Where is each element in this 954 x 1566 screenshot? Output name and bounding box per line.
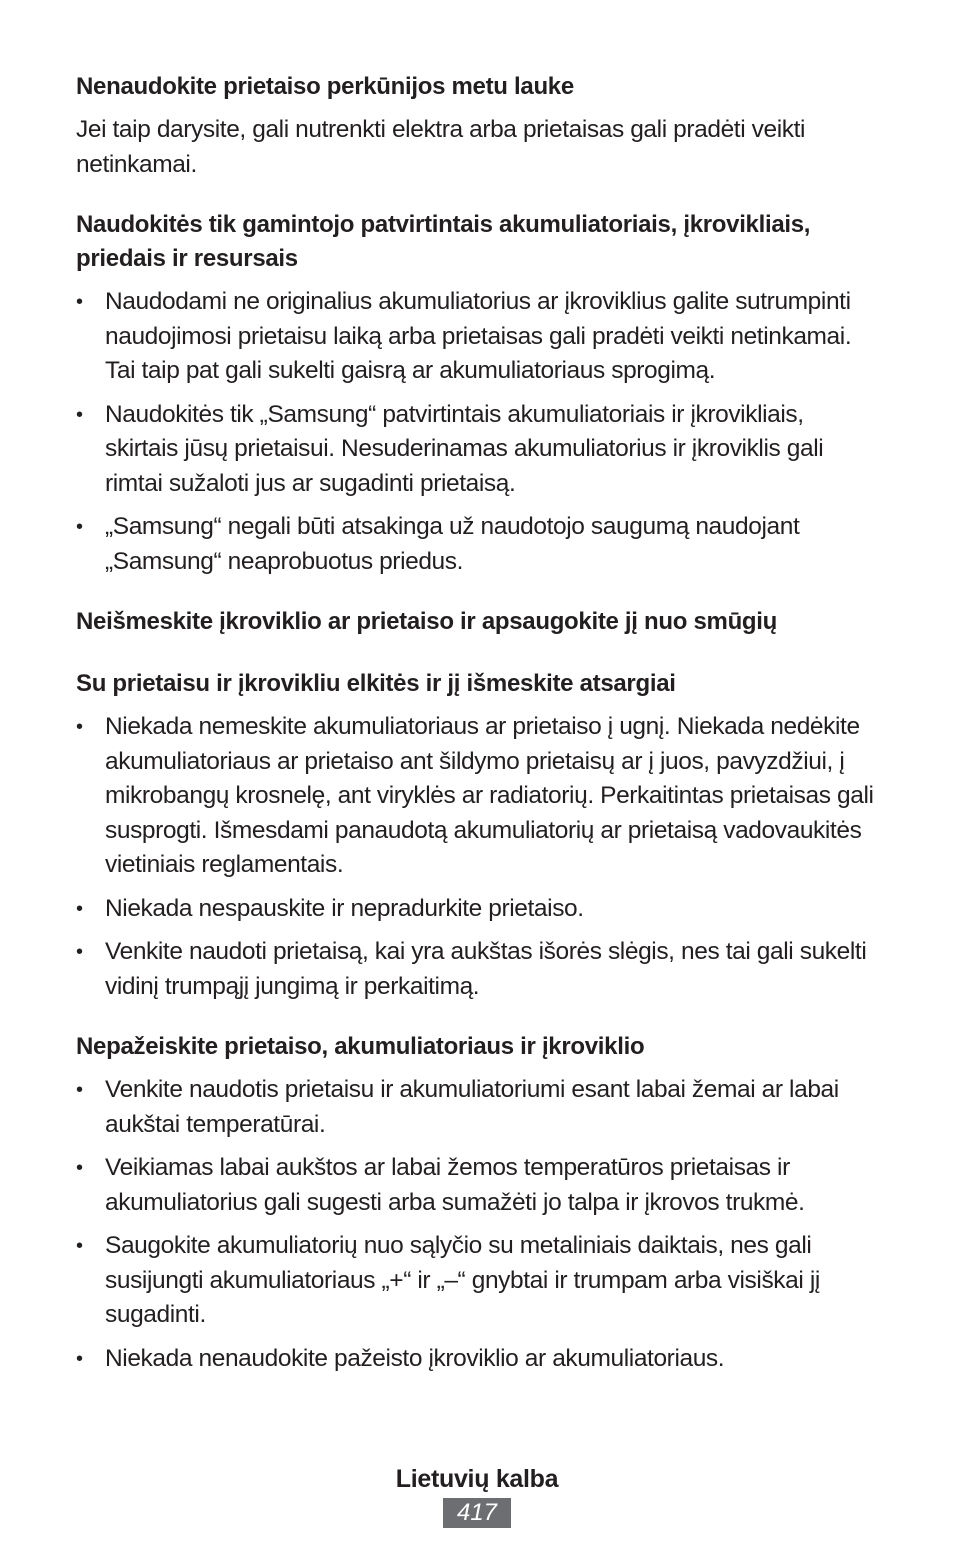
section-heading: Su prietaisu ir įkrovikliu elkitės ir jį išmeskite atsargiai (76, 670, 676, 697)
bullet-icon: • (76, 516, 83, 538)
list-item-text: Niekada nemeskite akumuliatoriaus ar prietaiso į ugnį. Niekada nedėkite akumuliatoriaus ar prietaiso ant šildymo prietaisų ar į juos, pavyzdžiui, į mikrobangų krosnelę, ant viryklės ar radiatorių. Perkaitintas prietaisas gali susprogti. Išmesdami panaudotą akumuliatorių ar prietaisą vadovaukitės vietiniais reglamentais. (105, 713, 874, 878)
list-item-text: Venkite naudotis prietaisu ir akumuliatoriumi esant labai žemai ar labai aukštai temperatūrai. (105, 1076, 839, 1138)
bullet-list (76, 710, 876, 1004)
bullet-icon: • (76, 403, 83, 426)
list-item-text: Naudokitės tik „Samsung“ patvirtintais akumuliatoriais ir įkrovikliais, skirtais jūsų prietaisui. Nesuderinamas akumuliatorius ir įkroviklis gali rimtai sužaloti jus ar sugadinti prietaisą. (105, 400, 824, 497)
list-item-text: Naudodami ne originalius akumuliatorius ar įkroviklius galite sutrumpinti naudojimosi prietaisu laiką arba prietaisas gali pradėti veikti netinkamai. Tai taip pat gali sukelti gaisrą ar akumuliatoriaus sprogimą. (105, 288, 852, 384)
bullet-list (76, 285, 876, 579)
section-heading: Nenaudokite prietaiso perkūnijos metu lauke (76, 73, 574, 100)
list-item-text: Niekada nespauskite ir nepradurkite prietaiso. (105, 894, 584, 922)
list-item (76, 510, 876, 579)
section-heading: Neišmeskite įkroviklio ar prietaiso ir apsaugokite jį nuo smūgių (76, 608, 778, 635)
list-item (76, 892, 876, 927)
bullet-icon: • (76, 291, 83, 313)
bullet-icon: • (76, 897, 83, 920)
section-handle-dispose (76, 667, 876, 1004)
section-approved-accessories (76, 208, 876, 579)
section-drop-protection (76, 605, 876, 639)
list-item-text: Venkite naudoti prietaisą, kai yra aukštas išorės slėgis, nes tai gali sukelti vidinį trumpąjį jungimą ir perkaitimą. (105, 938, 867, 1000)
section-thunderstorm (76, 70, 876, 182)
bullet-icon: • (76, 1157, 83, 1179)
list-item-text: Niekada nenaudokite pažeisto įkroviklio ar akumuliatoriaus. (105, 1344, 725, 1372)
list-item (76, 1073, 876, 1142)
list-item (76, 285, 876, 389)
footer-language: Lietuvių kalba (395, 1465, 559, 1493)
list-item (76, 398, 876, 502)
list-item (76, 1151, 876, 1220)
bullet-icon: • (76, 716, 83, 738)
bullet-icon: • (76, 1079, 83, 1101)
bullet-icon: • (76, 1235, 83, 1257)
list-item-text: Veikiamas labai aukštos ar labai žemos temperatūros prietaisas ir akumuliatorius gali sugesti arba sumažėti jo talpa ir įkrovos trukmė. (105, 1154, 805, 1216)
bullet-icon: • (76, 941, 83, 963)
page-number-badge: 417 (443, 1498, 511, 1528)
section-do-not-damage (76, 1030, 876, 1376)
page-footer (0, 1462, 954, 1528)
list-item-text: „Samsung“ negali būti atsakinga už naudotojo saugumą naudojant „Samsung“ neaprobuotus priedus. (105, 513, 800, 575)
section-heading: Nepažeiskite prietaiso, akumuliatoriaus ir įkroviklio (76, 1033, 645, 1060)
list-item (76, 710, 876, 883)
document-body (76, 70, 876, 1402)
section-paragraph: Jei taip darysite, gali nutrenkti elektra arba prietaisas gali pradėti veikti netinkamai. (76, 116, 806, 178)
section-heading: Naudokitės tik gamintojo patvirtintais akumuliatoriais, įkrovikliais, priedais ir resursais (76, 211, 811, 272)
bullet-icon: • (76, 1347, 83, 1370)
bullet-list (76, 1073, 876, 1376)
list-item-text: Saugokite akumuliatorių nuo sąlyčio su metaliniais daiktais, nes gali susijungti akumuliatoriaus „+“ ir „–“ gnybtai ir trumpam arba visiškai jį sugadinti. (105, 1232, 820, 1328)
list-item (76, 935, 876, 1004)
list-item (76, 1342, 876, 1377)
list-item (76, 1229, 876, 1333)
